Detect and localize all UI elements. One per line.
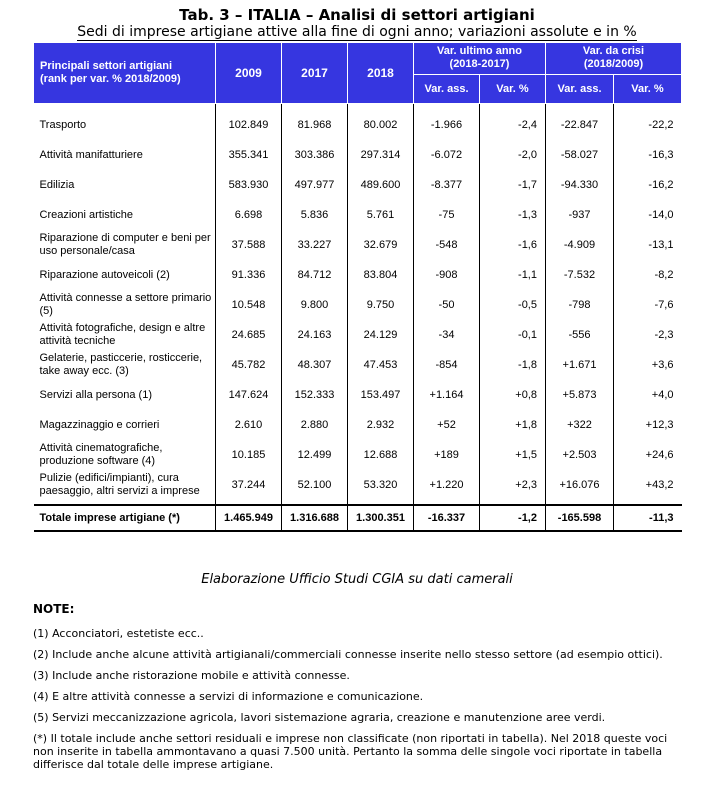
cell-var-ass-anno: -8.377 — [414, 170, 480, 200]
cell-var-ass-crisi: +2.503 — [546, 440, 614, 470]
cell-var-ass-anno: -6.072 — [414, 140, 480, 170]
header-var-ass-anno: Var. ass. — [414, 74, 480, 103]
cell-var-pct-crisi: +24,6 — [614, 440, 682, 470]
header-var-pct-anno: Var. % — [480, 74, 546, 103]
cell-2018: 489.600 — [348, 170, 414, 200]
cell-2018: 297.314 — [348, 140, 414, 170]
table-row — [34, 470, 682, 500]
cell-var-ass-anno: +1.220 — [414, 470, 480, 500]
row-label: Servizi alla persona (1) — [39, 388, 152, 401]
row-label: Attività connesse a settore primario (5) — [39, 292, 212, 317]
cell-var-ass-crisi: -94.330 — [546, 170, 614, 200]
cell-var-pct-anno: -0,5 — [480, 290, 546, 320]
cell-var-pct-crisi: +43,2 — [614, 470, 682, 500]
cell-var-pct-crisi: -16,3 — [614, 140, 682, 170]
cell-var-ass-crisi: -58.027 — [546, 140, 614, 170]
row-label: Riparazione autoveicoli (2) — [39, 268, 170, 281]
cell-2018: 24.129 — [348, 320, 414, 350]
cell-var-pct-anno: +1,5 — [480, 440, 546, 470]
cell-2009: 24.685 — [216, 320, 282, 350]
table-subtitle — [0, 24, 714, 40]
cell-var-ass-anno: -1.966 — [414, 104, 480, 141]
cell-var-pct-crisi: +3,6 — [614, 350, 682, 380]
header-var-crisi-line2: (2018/2009) — [583, 58, 644, 71]
cell-2017: 33.227 — [282, 230, 348, 260]
table-row — [34, 104, 682, 141]
cell-var-ass-crisi: +322 — [546, 410, 614, 440]
cell-var-pct-crisi: -16,2 — [614, 170, 682, 200]
row-label: Magazzinaggio e corrieri — [39, 418, 160, 431]
header-var-crisi-line1: Var. da crisi — [582, 45, 645, 58]
cell-2009: 45.782 — [216, 350, 282, 380]
cell-var-ass-crisi: -4.909 — [546, 230, 614, 260]
row-label: Attività manifatturiere — [39, 148, 143, 161]
cell-var-ass-crisi: -937 — [546, 200, 614, 230]
cell-var-pct-anno: -2,4 — [480, 104, 546, 141]
table-row — [34, 230, 682, 260]
cell-2017: 81.968 — [282, 104, 348, 141]
header-2009: 2009 — [216, 43, 282, 104]
cell-2017: 24.163 — [282, 320, 348, 350]
cell-2017: 2.880 — [282, 410, 348, 440]
cell-var-ass-crisi: -556 — [546, 320, 614, 350]
cell-2018: 5.761 — [348, 200, 414, 230]
cell-var-pct-crisi: -13,1 — [614, 230, 682, 260]
cell-var-pct-anno: -1,8 — [480, 350, 546, 380]
note-item: (*) Il totale include anche settori residuali e imprese non classificate (non riportati in tabella). Nel 2018 queste voci non inserite in tabella ammontavano a quasi 7.500 unità. Pertanto la somma delle singole voci riportate in tabella differisce dal totale delle imprese artigiane. — [33, 732, 668, 771]
table-row — [34, 380, 682, 410]
table-row — [34, 200, 682, 230]
cell-2009: 10.548 — [216, 290, 282, 320]
note-item: (4) E altre attività connesse a servizi di informazione e comunicazione. — [33, 690, 424, 703]
header-var-da-crisi — [546, 43, 682, 75]
row-label: Gelaterie, pasticcerie, rosticcerie, take away ecc. (3) — [39, 352, 203, 377]
row-label: Attività fotografiche, design e altre attività tecniche — [39, 322, 206, 347]
header-var-ultimo-anno — [414, 43, 546, 75]
cell-var-pct-anno: -1,3 — [480, 200, 546, 230]
cell-var-ass-anno: -548 — [414, 230, 480, 260]
header-var-anno-line1: Var. ultimo anno — [437, 45, 522, 58]
cell-var-pct-crisi: -7,6 — [614, 290, 682, 320]
row-label: Pulizie (edifici/impianti), cura paesaggio, altri servizi a imprese — [39, 472, 200, 497]
cell-2018: 80.002 — [348, 104, 414, 141]
cell-2017: 152.333 — [282, 380, 348, 410]
table-row — [34, 440, 682, 470]
note-item: (1) Acconciatori, estetiste ecc.. — [33, 627, 204, 640]
cell-2018: 47.453 — [348, 350, 414, 380]
cell-2018: 2.932 — [348, 410, 414, 440]
note-item: (3) Include anche ristorazione mobile e attività connesse. — [33, 669, 350, 682]
cell-var-ass-anno: -75 — [414, 200, 480, 230]
cell-var-pct-crisi: +12,3 — [614, 410, 682, 440]
cell-var-pct-anno: -0,1 — [480, 320, 546, 350]
cell-2009: 37.244 — [216, 470, 282, 500]
cell-var-ass-crisi: -22.847 — [546, 104, 614, 141]
header-sector-label — [34, 43, 216, 104]
cell-2009: 2.610 — [216, 410, 282, 440]
cell-var-ass-anno: -854 — [414, 350, 480, 380]
cell-var-pct-crisi: +4,0 — [614, 380, 682, 410]
cell-2009: 355.341 — [216, 140, 282, 170]
total-var-ass-crisi: -165.598 — [546, 505, 614, 531]
cell-2009: 6.698 — [216, 200, 282, 230]
cell-2017: 52.100 — [282, 470, 348, 500]
cell-2009: 37.588 — [216, 230, 282, 260]
cell-var-ass-crisi: +16.076 — [546, 470, 614, 500]
cell-var-pct-anno: +0,8 — [480, 380, 546, 410]
row-label: Riparazione di computer e beni per uso personale/casa — [39, 232, 211, 257]
header-2017: 2017 — [282, 43, 348, 104]
row-label: Creazioni artistiche — [39, 208, 134, 221]
cell-var-pct-crisi: -22,2 — [614, 104, 682, 141]
header-label-line1: Principali settori artigiani — [40, 60, 173, 72]
notes-section — [33, 603, 683, 779]
cell-2018: 83.804 — [348, 260, 414, 290]
total-2017: 1.316.688 — [282, 505, 348, 531]
total-var-ass-anno: -16.337 — [414, 505, 480, 531]
cell-2009: 91.336 — [216, 260, 282, 290]
cell-var-ass-crisi: -798 — [546, 290, 614, 320]
cell-var-ass-anno: +1.164 — [414, 380, 480, 410]
row-label: Trasporto — [39, 118, 87, 131]
cell-var-pct-anno: -1,1 — [480, 260, 546, 290]
row-label: Edilizia — [39, 178, 75, 191]
total-2009: 1.465.949 — [216, 505, 282, 531]
total-label: Totale imprese artigiane (*) — [34, 505, 216, 531]
table-row — [34, 410, 682, 440]
cell-var-ass-anno: -908 — [414, 260, 480, 290]
header-var-ass-crisi: Var. ass. — [546, 74, 614, 103]
cell-2018: 12.688 — [348, 440, 414, 470]
note-item: (2) Include anche alcune attività artigianali/commerciali connesse inserite nello stesso settore (ad esempio ottici). — [33, 648, 663, 661]
header-label-line2: (rank per var. % 2018/2009) — [40, 73, 181, 85]
cell-var-pct-crisi: -14,0 — [614, 200, 682, 230]
subtitle-text: Sedi di imprese artigiane attive alla fine di ogni anno; variazioni assolute e in % — [77, 24, 637, 40]
header-var-pct-crisi: Var. % — [614, 74, 682, 103]
cell-var-ass-crisi: +1.671 — [546, 350, 614, 380]
source-note: Elaborazione Ufficio Studi CGIA su dati camerali — [201, 572, 513, 587]
total-var-pct-anno: -1,2 — [480, 505, 546, 531]
table-row — [34, 170, 682, 200]
total-var-pct-crisi: -11,3 — [614, 505, 682, 531]
table-row — [34, 140, 682, 170]
cell-var-ass-anno: +52 — [414, 410, 480, 440]
cell-2018: 53.320 — [348, 470, 414, 500]
cell-var-pct-anno: +2,3 — [480, 470, 546, 500]
cell-var-ass-anno: +189 — [414, 440, 480, 470]
cell-2017: 48.307 — [282, 350, 348, 380]
table-row — [34, 290, 682, 320]
table-row — [34, 260, 682, 290]
header-2018: 2018 — [348, 43, 414, 104]
cell-2017: 303.386 — [282, 140, 348, 170]
cell-2018: 9.750 — [348, 290, 414, 320]
table-row — [34, 320, 682, 350]
cell-var-ass-crisi: +5.873 — [546, 380, 614, 410]
total-2018: 1.300.351 — [348, 505, 414, 531]
cell-var-pct-crisi: -2,3 — [614, 320, 682, 350]
cell-2017: 84.712 — [282, 260, 348, 290]
cell-2009: 102.849 — [216, 104, 282, 141]
cell-var-pct-anno: -1,6 — [480, 230, 546, 260]
cell-2018: 153.497 — [348, 380, 414, 410]
header-var-anno-line2: (2018-2017) — [449, 58, 510, 71]
cell-2017: 9.800 — [282, 290, 348, 320]
cell-var-pct-anno: -2,0 — [480, 140, 546, 170]
cell-2017: 5.836 — [282, 200, 348, 230]
sector-table — [33, 42, 682, 532]
cell-2017: 12.499 — [282, 440, 348, 470]
total-row — [34, 505, 682, 531]
cell-2009: 583.930 — [216, 170, 282, 200]
notes-title: NOTE: — [33, 602, 75, 616]
cell-var-pct-anno: +1,8 — [480, 410, 546, 440]
cell-2009: 147.624 — [216, 380, 282, 410]
cell-var-pct-anno: -1,7 — [480, 170, 546, 200]
table-title: Tab. 3 – ITALIA – Analisi di settori artigiani — [179, 6, 535, 24]
cell-var-pct-crisi: -8,2 — [614, 260, 682, 290]
cell-2017: 497.977 — [282, 170, 348, 200]
cell-var-ass-anno: -34 — [414, 320, 480, 350]
table-row — [34, 350, 682, 380]
cell-2018: 32.679 — [348, 230, 414, 260]
cell-var-ass-crisi: -7.532 — [546, 260, 614, 290]
cell-2009: 10.185 — [216, 440, 282, 470]
note-item: (5) Servizi meccanizzazione agricola, lavori sistemazione agraria, creazione e manutenzione aree verdi. — [33, 711, 606, 724]
row-label: Attività cinematografiche, produzione software (4) — [39, 442, 163, 467]
cell-var-ass-anno: -50 — [414, 290, 480, 320]
